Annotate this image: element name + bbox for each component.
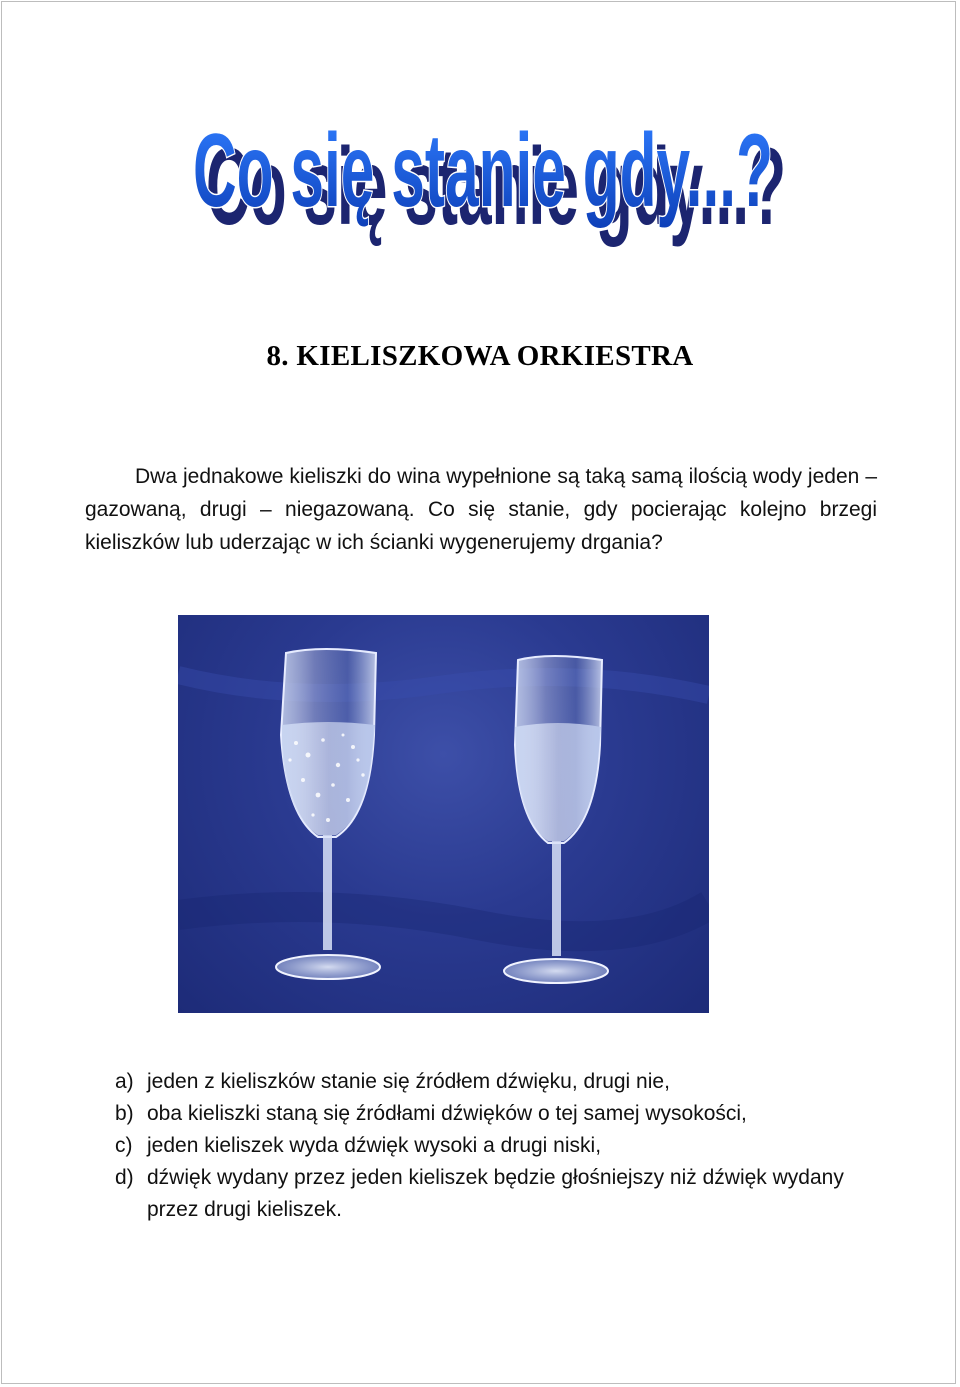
answer-list [115,1066,875,1226]
answer-text: dźwięk wydany przez jeden kieliszek będzie głośniejszy niż dźwięk wydany przez drugi kieliszek. [147,1166,844,1221]
sparkling-glass [276,649,380,979]
answer-letter: d) [115,1166,134,1189]
answer-text: oba kieliszki staną się źródłami dźwięków o tej samej wysokości, [147,1102,747,1125]
title-banner-art [168,88,798,248]
answer-text: jeden kieliszek wyda dźwięk wysoki a drugi niski, [147,1134,602,1157]
answer-d [115,1162,875,1226]
answer-b [115,1098,875,1130]
wine-glasses-photo [178,615,709,1013]
page-title: 8. KIELISZKOWA ORKIESTRA [266,340,694,372]
answer-text: jeden z kieliszków stanie się źródłem dźwięku, drugi nie, [147,1070,670,1093]
title-banner [168,88,798,248]
answer-a [115,1066,875,1098]
answer-letter: a) [115,1070,134,1093]
answer-c [115,1130,875,1162]
answer-letter: b) [115,1102,134,1125]
answer-letter: c) [115,1134,133,1157]
wine-glasses-illustration [178,615,709,1013]
intro-text: Dwa jednakowe kieliszki do wina wypełnione są taką samą ilością wody jeden – gazowaną, drugi – niegazowaną. Co się stanie, gdy pocierając kolejno brzegi kieliszków lub uderzając w ich ścianki wygenerujemy drgania? [85,465,877,554]
intro-paragraph [85,460,877,559]
title-banner-shadow: Co się stanie gdy...? [206,124,787,248]
title-banner-text: Co się stanie gdy...? [193,113,773,229]
